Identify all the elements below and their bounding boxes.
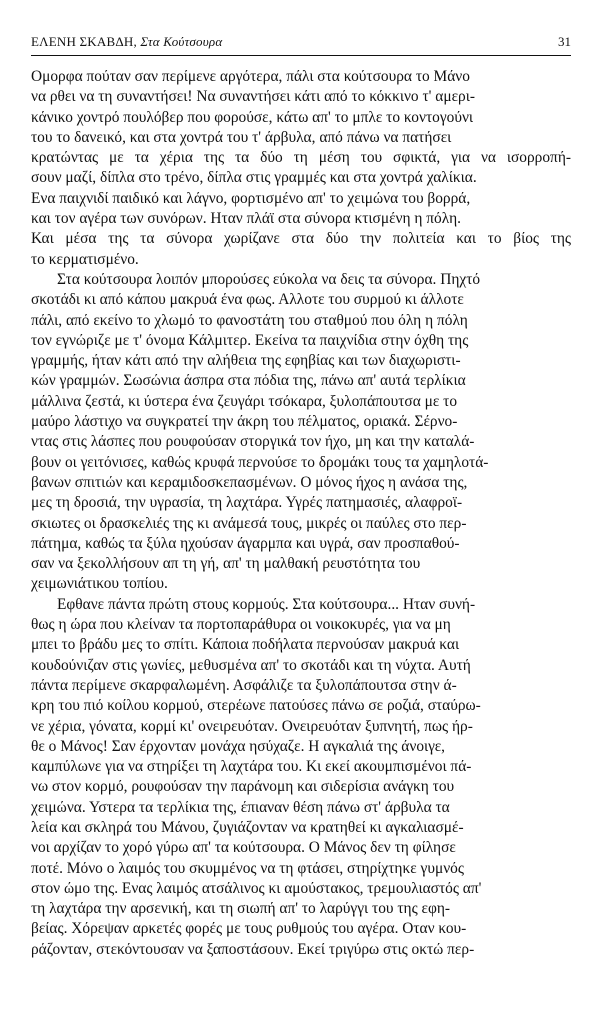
text-line: [31, 940, 571, 960]
text-line: [31, 777, 571, 797]
text-line-content: μάλλινα ζεστά, κι ύστερα ένα ζευγάρι τσόκαρα, ξυλοπάπουτσα με το: [31, 392, 458, 410]
text-line-content: μαύρο λάστιχο να συγκρατεί την άκρη του πέλματος, οριακά. Σέρνο-: [31, 413, 458, 431]
text-line: [31, 696, 571, 716]
text-line: [31, 838, 571, 858]
text-line-content: σκοτάδι κι από κάπου μακρυά ένα φως. Αλλοτε του συρμού κι άλλοτε: [31, 291, 464, 309]
text-line: [31, 574, 571, 594]
text-line-content: χειμώνα. Υστερα τα τερλίκια της, έπιαναν θέση πάνω στ' άρβυλα τα: [31, 798, 450, 816]
body-text: [31, 67, 571, 960]
text-line: [31, 128, 571, 148]
text-line-content: κάνικο χοντρό πουλόβερ που φορούσε, κάτω απ' το μπλε το κοντογούνι: [31, 108, 474, 126]
text-line: [31, 67, 571, 87]
text-line-content: μπει το βράδυ μες το σπίτι. Κάποια ποδήλατα περνούσαν μακρυά και: [31, 636, 460, 654]
text-line-content: ράζονταν, στεκόντουσαν να ξαποστάσουν. Εκεί τριγύρω στις οκτώ περ-: [31, 940, 475, 958]
text-line: [31, 473, 571, 493]
text-line: [31, 453, 571, 473]
text-line-content: τη λαχτάρα την αρσενική, και τη σιωπή απ' το λαρύγγι του της εφη-: [31, 900, 451, 918]
text-line-content: σουν μαζί, δίπλα στο τρένο, δίπλα στις γραμμές και στα χοντρά χαλίκια.: [31, 169, 477, 187]
text-line: [31, 493, 571, 513]
text-line-content: σαν να ξεκολλήσουν απ τη γή, απ' τη μαλθακή ρευστότητα του: [31, 555, 421, 573]
text-line: [31, 554, 571, 574]
text-line-content: του το δανεικό, και στα χοντρά του τ' άρβυλα, από πάνω να πατήσει: [31, 128, 452, 146]
text-line-content: σκιωτες οι δρασκελιές της κι ανάμεσά τους, μικρές οι παύλες στο περ-: [31, 514, 467, 532]
text-line-content: τον εγνώριζε με τ' όνομα Κάλμιτερ. Εκείνα τα παιχνίδια στην όχθη της: [31, 331, 469, 349]
text-line-content: βείας. Χόρεψαν αρκετές φορές με τους ρυθμούς του αγέρα. Οταν κου-: [31, 920, 467, 938]
text-line-content: βανων σπιτιών και κεραμιδοσκεπασμένων. Ο μόνος ήχος η ανάσα της,: [31, 473, 468, 491]
text-line-content: πάτημα, καθώς τα ξύλα ηχούσαν άγαρμπα και υγρά, σαν προσπαθού-: [31, 534, 460, 552]
text-line-content: και τον αγέρα των συνόρων. Ηταν πλάϊ στα σύνορα κτισμένη η πόλη.: [31, 210, 461, 228]
text-line-content: καμπύλωνε για να στηρίξει τη λαχτάρα του. Κι εκεί ακουμπισμένοι πά-: [31, 758, 472, 776]
text-line-content: νοι αρχίζαν το χορό γύρω απ' τα κούτσουρα. Ο Μάνος δεν τη φίλησε: [31, 839, 456, 857]
text-line-content: ντας στις λάσπες που ρουφούσαν στοργικά τον ήχο, μη και την καταλά-: [31, 433, 475, 451]
text-line: [31, 189, 571, 209]
text-line: [31, 168, 571, 188]
text-line-content: πάντα περίμενε σκαρφαλωμένη. Ασφάλιζε τα ξυλοπάπουτσα στην ά-: [31, 676, 457, 694]
text-line: [31, 108, 571, 128]
text-line: [31, 270, 571, 290]
text-line-content: μες τη δροσιά, την υγρασία, τη λαχτάρα. Υγρές πατημασιές, αλαφροϊ-: [31, 494, 463, 512]
text-line: [31, 737, 571, 757]
text-line: [31, 250, 571, 270]
text-line-content: βουν οι γειτόνισες, καθώς κρυφά περνούσε το δρομάκι τους τα χαμηλοτά-: [31, 453, 489, 471]
text-line: [31, 412, 571, 432]
text-line-content: νε χέρια, γόνατα, κορμί κι' ονειρευόταν. Ονειρευόταν ξυπνητή, πως ήρ-: [31, 717, 473, 735]
text-line: [31, 87, 571, 107]
text-line-content: κουδούνιζαν στις γωνίες, μεθυσμένα απ' το σκοτάδι και τη νύχτα. Αυτή: [31, 656, 471, 674]
text-line: [31, 534, 571, 554]
text-line: [31, 351, 571, 371]
text-line: [31, 209, 571, 229]
text-line: [31, 392, 571, 412]
text-line-content: Ενα παιχνιδί παιδικό και λάγνο, φορτισμένο απ' το χειμώνα του βορρά,: [31, 189, 471, 207]
text-line-content: Και μέσα της τα σύνορα χωρίζανε στα δύο την πολιτεία και το βίος της: [31, 230, 571, 248]
text-line-content: πάλι, από εκείνο το χλωμό το φανοστάτη του σταθμού που όλη η πόλη: [31, 311, 468, 329]
book-title: Στα Κούτσουρα: [140, 34, 223, 49]
text-line-content: νω στον κορμό, ρουφούσαν την παράνομη και σιδερίσια ανάγκη του: [31, 778, 455, 796]
text-line: [31, 635, 571, 655]
text-line-content: στον ώμο της. Ενας λαιμός ατσάλινος κι αμούστακος, τρεμουλιαστός απ': [31, 879, 482, 897]
text-line: [31, 432, 571, 452]
text-line: [31, 899, 571, 919]
running-head-title: [31, 34, 222, 50]
text-line: [31, 514, 571, 534]
text-line: [31, 798, 571, 818]
text-line: [31, 311, 571, 331]
text-line-content: χειμωνιάτικου τοπίου.: [31, 575, 168, 593]
text-line-content: κρη του πιό κοίλου κορμού, στερέωνε πατούσες πάνω σε ροζιά, σταύρω-: [31, 697, 481, 715]
text-line: [31, 676, 571, 696]
text-line-content: να ρθει να τη συναντήσει! Να συναντήσει κάτι από το κόκκινο τ' αμερι-: [31, 88, 475, 106]
text-line: [31, 859, 571, 879]
author-name: ΕΛΕΝΗ ΣΚΑΒΔΗ,: [31, 34, 141, 49]
text-line: [31, 371, 571, 391]
text-line-content: λεία και σκληρά του Μάνου, ζυγιάζονταν να κρατηθεί κι αγκαλιασμέ-: [31, 818, 464, 836]
text-line-content: Εφθανε πάντα πρώτη στους κορμούς. Στα κούτσουρα... Ηταν συνή-: [57, 595, 476, 613]
text-line: [31, 919, 571, 939]
text-line: [31, 757, 571, 777]
text-line: [31, 615, 571, 635]
header-rule: [31, 55, 571, 56]
text-line-content: κρατώντας με τα χέρια της τα δύο τη μέση του σφικτά, για να ισορροπή-: [31, 149, 572, 167]
page-number: 31: [558, 34, 571, 49]
text-line: [31, 595, 571, 615]
text-line: [31, 148, 571, 168]
text-line-content: γραμμής, ήταν κάτι από την αλήθεια της εφηβίας και των διαχωριστι-: [31, 352, 461, 370]
text-line-content: το κερματισμένο.: [31, 250, 139, 268]
text-line: [31, 331, 571, 351]
text-line: [31, 717, 571, 737]
text-line-content: Ομορφα πούταν σαν περίμενε αργότερα, πάλι στα κούτσουρα το Μάνο: [31, 68, 470, 85]
text-line: [31, 656, 571, 676]
text-line-content: θως η ώρα που κλείναν τα πορτοπαράθυρα οι νοικοκυρές, για να μη: [31, 616, 451, 634]
text-line-content: θε ο Μάνος! Σαν έρχονταν μονάχα ησύχαζε. Η αγκαλιά της άνοιγε,: [31, 737, 446, 755]
text-line-content: ποτέ. Μόνο ο λαιμός του σκυμμένος να τη φτάσει, στηρίχτηκε γυμνός: [31, 859, 464, 877]
text-line: [31, 229, 571, 249]
text-line: [31, 879, 571, 899]
running-header: [31, 30, 571, 52]
text-line-content: κών γραμμών. Σωσώνια άσπρα στα πόδια της, πάνω απ' αυτά τερλίκια: [31, 372, 466, 390]
text-line: [31, 290, 571, 310]
text-line-content: Στα κούτσουρα λοιπόν μπορούσες εύκολα να δεις τα σύνορα. Πηχτό: [57, 270, 481, 288]
text-line: [31, 818, 571, 838]
